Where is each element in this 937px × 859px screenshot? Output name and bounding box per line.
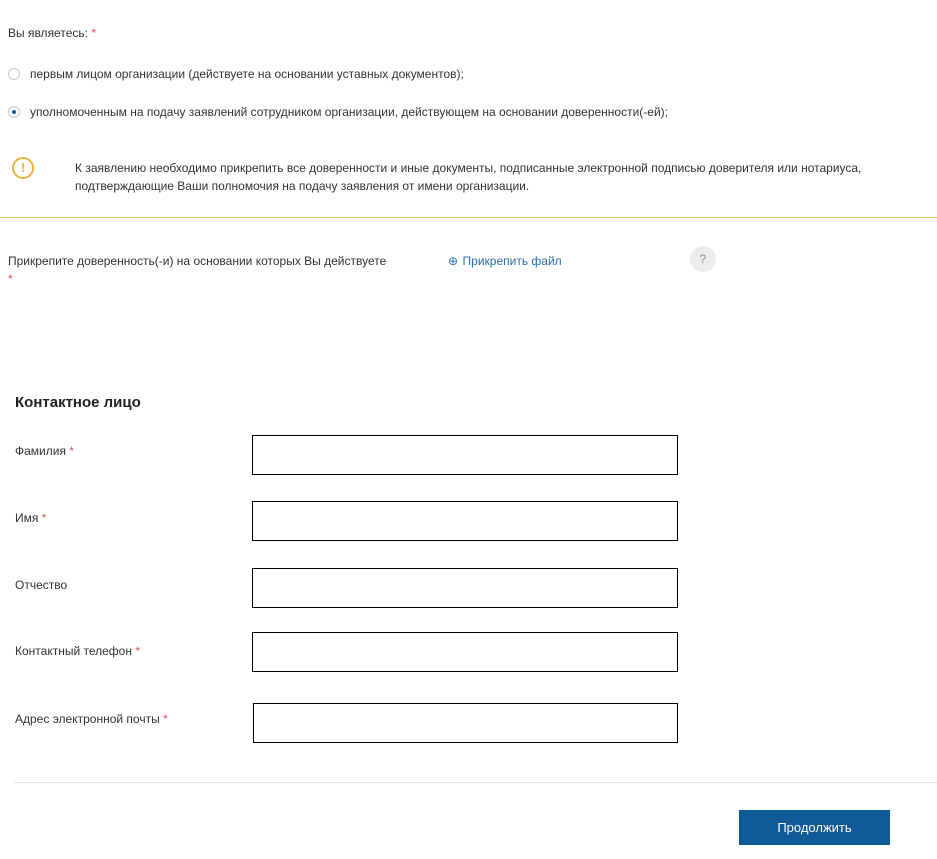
continue-button[interactable]: Продолжить bbox=[739, 810, 890, 845]
attach-file-link[interactable] bbox=[448, 252, 562, 270]
role-option-first-person[interactable] bbox=[8, 66, 888, 82]
patronymic-input[interactable] bbox=[252, 568, 678, 608]
first-name-input[interactable] bbox=[252, 501, 678, 541]
question-icon[interactable]: ? bbox=[690, 246, 716, 272]
email-input[interactable] bbox=[253, 703, 678, 743]
role-question bbox=[8, 25, 96, 41]
role-option-label: первым лицом организации (действуете на основании уставных документов); bbox=[30, 67, 464, 81]
required-mark: * bbox=[91, 26, 96, 40]
role-option-authorized-employee[interactable] bbox=[8, 104, 888, 120]
form-divider bbox=[14, 782, 937, 783]
last-name-label: Фамилия * bbox=[15, 444, 74, 458]
phone-label: Контактный телефон * bbox=[15, 644, 140, 658]
attachment-label bbox=[8, 252, 393, 288]
last-name-input[interactable] bbox=[252, 435, 678, 475]
attachment-label-text: Прикрепите доверенность(-и) на основании которых Вы действуете bbox=[8, 254, 387, 268]
notice-text: К заявлению необходимо прикрепить все доверенности и иные документы, подписанные электронной подписью доверителя или нотариуса, подтверждающие Ваши полномочия на подачу заявления от имени организации. bbox=[75, 161, 862, 193]
phone-input[interactable] bbox=[252, 632, 678, 672]
patronymic-label: Отчество bbox=[15, 578, 68, 592]
required-mark: * bbox=[8, 272, 13, 286]
radio-button-selected[interactable] bbox=[8, 106, 20, 118]
email-label: Адрес электронной почты * bbox=[15, 712, 168, 726]
exclamation-icon: ! bbox=[12, 157, 34, 179]
attach-file-label: Прикрепить файл bbox=[462, 254, 562, 268]
contact-section-title: Контактное лицо bbox=[15, 394, 141, 411]
radio-button[interactable] bbox=[8, 68, 20, 80]
role-option-label: уполномоченным на подачу заявлений сотрудником организации, действующем на основании доверенности(-ей); bbox=[30, 105, 668, 119]
role-question-label: Вы являетесь: bbox=[8, 26, 88, 40]
first-name-label: Имя * bbox=[15, 511, 47, 525]
notice-divider bbox=[0, 217, 937, 218]
plus-circle-icon: ⊕ bbox=[448, 254, 459, 268]
